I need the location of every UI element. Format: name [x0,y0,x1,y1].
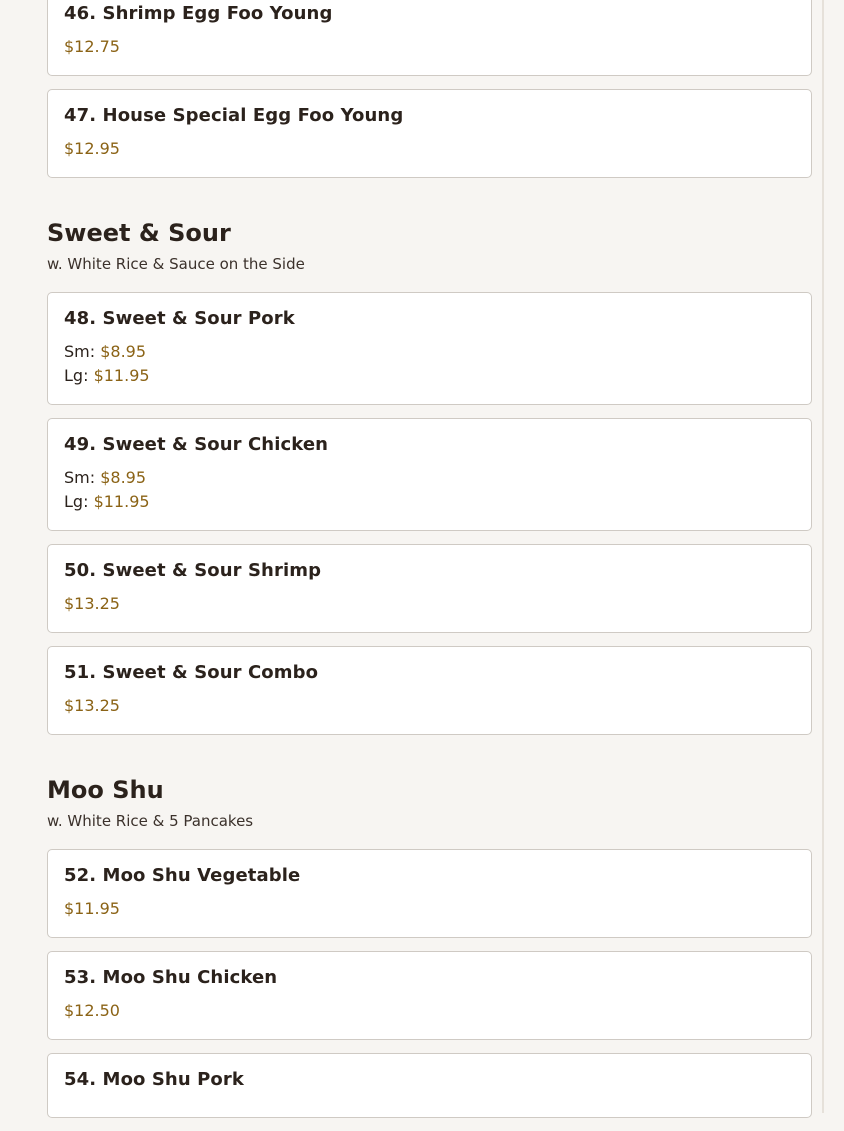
size-price: $8.95 [100,468,147,487]
price-line [64,466,795,490]
price-line [64,490,795,514]
item-title: 51. Sweet & Sour Combo [64,662,319,683]
item-price-list [64,340,795,388]
item-title: 50. Sweet & Sour Shrimp [64,560,322,581]
size-price: $11.95 [93,492,150,511]
section-moo-shu [47,775,812,1118]
menu-item-52[interactable] [47,849,812,938]
price-line [64,340,795,364]
size-price: $11.95 [93,366,150,385]
section-title: Sweet & Sour [47,219,231,247]
menu-item-50[interactable] [47,544,812,633]
menu-item-48[interactable] [47,292,812,405]
size-label: Lg: [64,492,89,511]
menu-item-53[interactable] [47,951,812,1040]
item-price: $13.25 [64,594,120,613]
item-price: $12.75 [64,37,120,56]
section-title: Moo Shu [47,776,164,804]
item-title: 54. Moo Shu Pork [64,1069,244,1090]
item-price: $12.50 [64,1001,120,1020]
item-title: 53. Moo Shu Chicken [64,967,278,988]
section-subtitle: w. White Rice & 5 Pancakes [47,812,254,830]
right-divider [822,0,824,1113]
item-price-list [64,466,795,514]
item-title: 48. Sweet & Sour Pork [64,308,295,329]
size-label: Sm: [64,342,96,361]
item-title: 46. Shrimp Egg Foo Young [64,3,333,24]
item-title: 52. Moo Shu Vegetable [64,865,301,886]
section-sweet-sour [47,218,812,735]
menu-item-51[interactable] [47,646,812,735]
menu-item-47[interactable] [47,89,812,178]
item-price: $11.95 [64,899,120,918]
item-title: 47. House Special Egg Foo Young [64,105,404,126]
size-price: $8.95 [100,342,147,361]
size-label: Sm: [64,468,96,487]
item-title: 49. Sweet & Sour Chicken [64,434,329,455]
menu-item-54[interactable] [47,1053,812,1118]
size-label: Lg: [64,366,89,385]
item-price: $13.25 [64,696,120,715]
menu-item-49[interactable] [47,418,812,531]
section-subtitle: w. White Rice & Sauce on the Side [47,255,305,273]
menu-item-46[interactable] [47,0,812,76]
price-line [64,364,795,388]
item-price: $12.95 [64,139,120,158]
menu-list [47,0,812,1131]
